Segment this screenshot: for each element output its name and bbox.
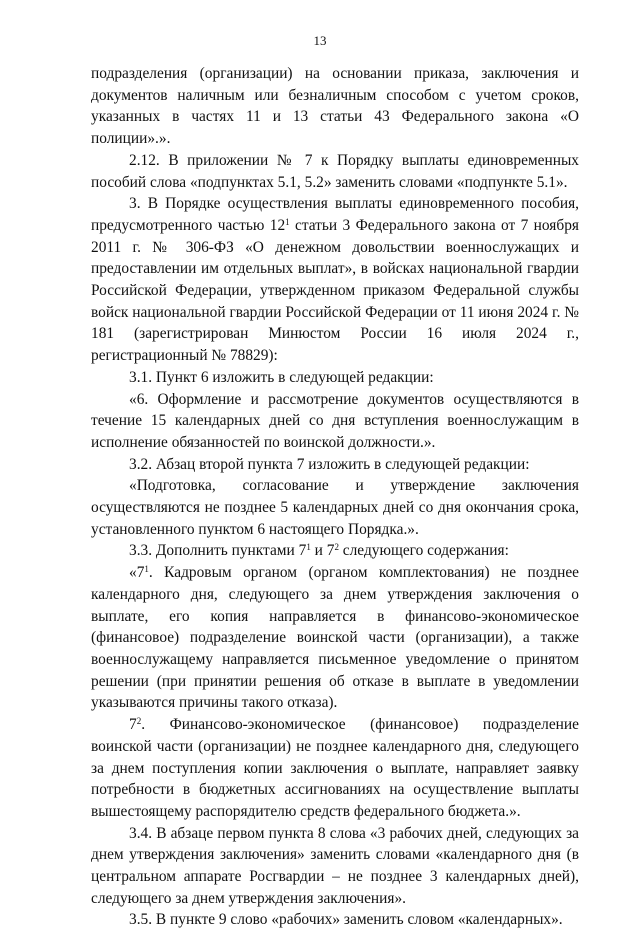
paragraph [91,823,579,910]
paragraph [91,389,579,454]
paragraph [91,63,579,150]
page-number: 13 [313,33,327,48]
paragraph-text: 3. В Порядке осуществления выплаты единовременного пособия, предусмотренного частью 12 [91,195,579,234]
paragraph-text: и 7 [310,542,335,560]
superscript: 2 [136,716,142,727]
paragraph [91,150,579,193]
paragraph-text: 3.5. В пункте 9 слово «рабочих» заменить словом «календарных». [129,911,563,929]
superscript: 1 [285,216,290,227]
paragraph-text: «7 [129,564,145,582]
paragraph-text: . Финансово-экономическое (финансовое) подразделение воинской части (организации) не позднее календарного дня, следующего за днем поступления копии заключения о выплате, направляет заявку потребности в бюджетных ассигнованиях на осуществление выплаты вышестоящему распорядителю средств федерального бюджета.». [91,716,579,820]
paragraph [91,367,579,389]
paragraph [91,475,579,540]
paragraph-text: «Подготовка, согласование и утверждение заключения осуществляются не позднее 5 календарных дней со дня окончания срока, установленного пунктом 6 настоящего Порядка.». [91,477,579,538]
paragraph [91,562,579,714]
paragraph-text: 7 [129,716,137,734]
paragraph-text: подразделения (организации) на основании приказа, заключения и документов наличным или безналичным способом с учетом сроков, указанных в частях 11 и 13 статьи 43 Федерального закона «О полиции».». [91,65,579,148]
paragraph-text: «6. Оформление и рассмотрение документов осуществляются в течение 15 календарных дней со дня вступления военнослужащим в исполнение обязанностей по воинской должности.». [91,390,579,451]
paragraph [91,909,579,931]
superscript: 1 [306,542,311,553]
paragraph [91,714,579,823]
document-body [91,63,579,931]
paragraph [91,454,579,476]
paragraph-text: 3.1. Пункт 6 изложить в следующей редакции: [129,368,434,386]
paragraph [91,193,579,367]
superscript: 1 [144,564,149,575]
paragraph-text: 3.4. В абзаце первом пункта 8 слова «3 рабочих дней, следующих за днем утверждения заключения» заменить словами «календарного дня (в центральном аппарате Росгвардии – не позднее 3 календарных дней), следующего за днем утверждения заключения». [91,824,579,907]
paragraph-text: 3.3. Дополнить пунктами 7 [129,542,307,560]
paragraph-text: статьи 3 Федерального закона от 7 ноября 2011 г. № 306-ФЗ «О денежном довольствии военнослужащих и предоставлении им отдельных выплат», в войсках национальной гвардии Российской Федерации, утвержденном приказом Федеральной службы войск национальной гвардии Российской Федерации от 11 июня 2024 г. № 181 (зарегистрирован Минюстом России 16 июля 2024 г., регистрационный № 78829): [91,216,579,365]
paragraph-text: следующего содержания: [338,542,509,560]
superscript: 2 [334,542,339,553]
paragraph-text: . Кадровым органом (органом комплектования) не позднее календарного дня, следующего за днем утверждения заключения о выплате, его копия направляется в финансово-экономическое (финансовое) подразделение воинской части (организации), а также военнослужащему направляется письменное уведомление о принятом решении (при принятии решения об отказе в выплате в уведомлении указываются причины такого отказа). [91,564,579,712]
paragraph-text: 2.12. В приложении № 7 к Порядку выплаты единовременных пособий слова «подпунктах 5.1, 5.2» заменить словами «подпункте 5.1». [91,151,579,191]
paragraph [91,540,579,562]
paragraph-text: 3.2. Абзац второй пункта 7 изложить в следующей редакции: [129,455,530,473]
